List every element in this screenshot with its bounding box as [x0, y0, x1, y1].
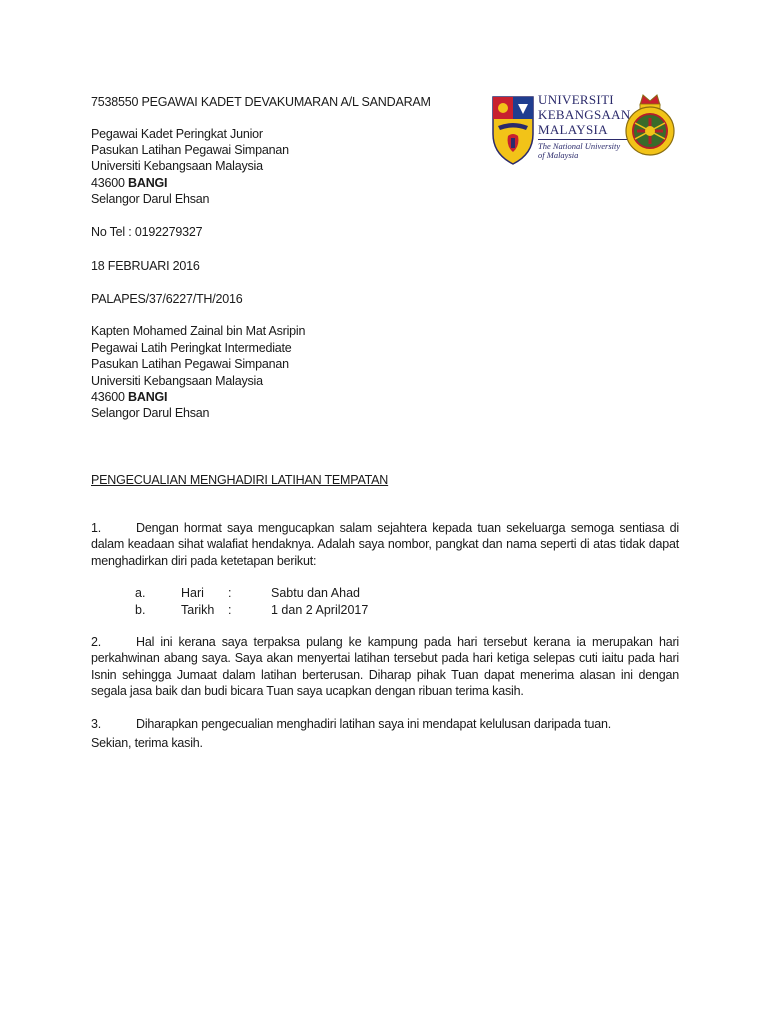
list-item-b-letter: b.	[135, 603, 146, 617]
paragraph-3	[91, 716, 679, 732]
ukm-tagline-1: The National University	[538, 141, 621, 151]
ukm-tagline-2: of Malaysia	[538, 150, 579, 160]
recipient-line-4: Universiti Kebangsaan Malaysia	[91, 374, 263, 388]
recipient-postcode: 43600	[91, 390, 125, 404]
paragraph-1-text: Dengan hormat saya mengucapkan salam sejahtera kepada tuan sekeluarga semoga sentiasa di dalam keadaan sihat walafiat hendaknya. Adalah saya nombor, pangkat dan nama seperti di atas tidak dapat menghadirkan diri pada ketetapan berikut:	[91, 521, 679, 568]
ukm-name-2: KEBANGSAAN	[538, 107, 631, 122]
paragraph-2	[91, 634, 679, 699]
recipient-line-2: Pegawai Latih Peringkat Intermediate	[91, 341, 292, 355]
list-item-a-letter: a.	[135, 586, 146, 600]
ukm-name-3: MALAYSIA	[538, 122, 608, 137]
phone-number: No Tel : 0192279327	[91, 225, 203, 239]
reference-number: PALAPES/37/6227/TH/2016	[91, 292, 243, 306]
paragraph-3-number: 3.	[91, 717, 102, 731]
palapes-crest-icon	[623, 93, 677, 159]
paragraph-1	[91, 520, 679, 569]
paragraph-3-text: Diharapkan pengecualian menghadiri latihan saya ini mendapat kelulusan daripada tuan.	[136, 717, 612, 731]
closing-line: Sekian, terima kasih.	[91, 736, 203, 750]
sender-line: 7538550 PEGAWAI KADET DEVAKUMARAN A/L SANDARAM	[91, 95, 431, 109]
recipient-line-3: Pasukan Latihan Pegawai Simpanan	[91, 357, 289, 371]
subject-heading: PENGECUALIAN MENGHADIRI LATIHAN TEMPATAN	[91, 473, 389, 487]
list-item-a-label: Hari	[181, 586, 204, 600]
sender-address-1: Pegawai Kadet Peringkat Junior	[91, 127, 263, 141]
sender-city-line	[91, 175, 167, 191]
recipient-state: Selangor Darul Ehsan	[91, 406, 210, 420]
ukm-shield-icon	[490, 94, 536, 166]
sender-address-2: Pasukan Latihan Pegawai Simpanan	[91, 143, 289, 157]
paragraph-2-number: 2.	[91, 635, 102, 649]
recipient-line-1: Kapten Mohamed Zainal bin Mat Asripin	[91, 324, 306, 338]
ukm-name-1: UNIVERSITI	[538, 92, 614, 107]
sender-address-3: Universiti Kebangsaan Malaysia	[91, 159, 263, 173]
sender-city: BANGI	[128, 176, 168, 190]
list-item-b-label: Tarikh	[181, 603, 215, 617]
list-item-b-sep: :	[228, 603, 232, 617]
list-item-a-sep: :	[228, 586, 232, 600]
sender-postcode: 43600	[91, 176, 125, 190]
letter-date: 18 FEBRUARI 2016	[91, 259, 200, 273]
paragraph-1-number: 1.	[91, 521, 102, 535]
recipient-city-line	[91, 389, 167, 405]
list-item-a-value: Sabtu dan Ahad	[271, 586, 360, 600]
sender-state: Selangor Darul Ehsan	[91, 192, 210, 206]
recipient-city: BANGI	[128, 390, 168, 404]
paragraph-2-text: Hal ini kerana saya terpaksa pulang ke kampung pada hari tersebut kerana ia merupakan hari perkahwinan abang saya. Saya akan menyertai latihan tersebut pada hari ketiga selepas cuti iaitu pada hari Isnin sehingga Jumaat dalam latihan berterusan. Diharap pihak Tuan dapat menerima alasan ini dengan segala jasa baik dan budi bicara Tuan saya ucapkan dengan ribuan terima kasih.	[91, 635, 679, 698]
list-item-b-value: 1 dan 2 April2017	[271, 603, 369, 617]
header-logos	[490, 92, 680, 166]
